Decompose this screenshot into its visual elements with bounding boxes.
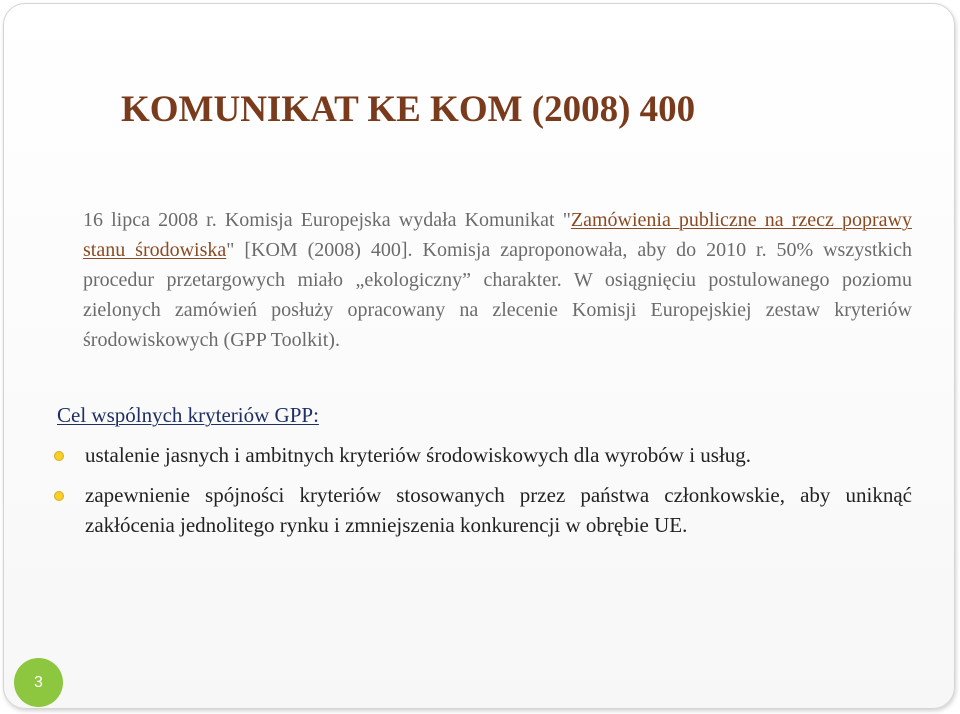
goals-list [54, 440, 912, 550]
communication-title-link: Zamówienia publiczne na rzecz poprawy stanu środowiska [83, 209, 913, 261]
intro-text-rest: " [KOM (2008) 400]. Komisja zaproponowała, aby do 2010 r. 50% wszystkich procedur przetargowych miało „ekologiczny” charakter. W osiągnięciu postulowanego poziomu zielonych zamówień posłuży opracowany na zlecenie Komisji Europejskiej zestaw kryteriów środowiskowych (GPP Toolkit). [83, 239, 912, 351]
bullet-dot-icon [54, 491, 64, 501]
goals-heading: Cel wspólnych kryteriów GPP: [57, 403, 319, 427]
page-number-badge: 3 [14, 658, 63, 707]
intro-text-start: 16 lipca 2008 r. Komisja Europejska wydała Komunikat " [83, 209, 571, 231]
list-item [54, 480, 912, 540]
list-item [54, 440, 912, 470]
bullet-dot-icon [54, 451, 64, 461]
list-item-text: ustalenie jasnych i ambitnych kryteriów środowiskowych dla wyrobów i usług. [85, 443, 752, 467]
slide-title: KOMUNIKAT KE KOM (2008) 400 [121, 89, 696, 130]
intro-paragraph [83, 205, 912, 355]
slide [3, 3, 955, 709]
list-item-text: zapewnienie spójności kryteriów stosowanych przez państwa członkowskie, aby uniknąć zakłócenia jednolitego rynku i zmniejszenia konkurencji w obrębie UE. [85, 483, 912, 537]
